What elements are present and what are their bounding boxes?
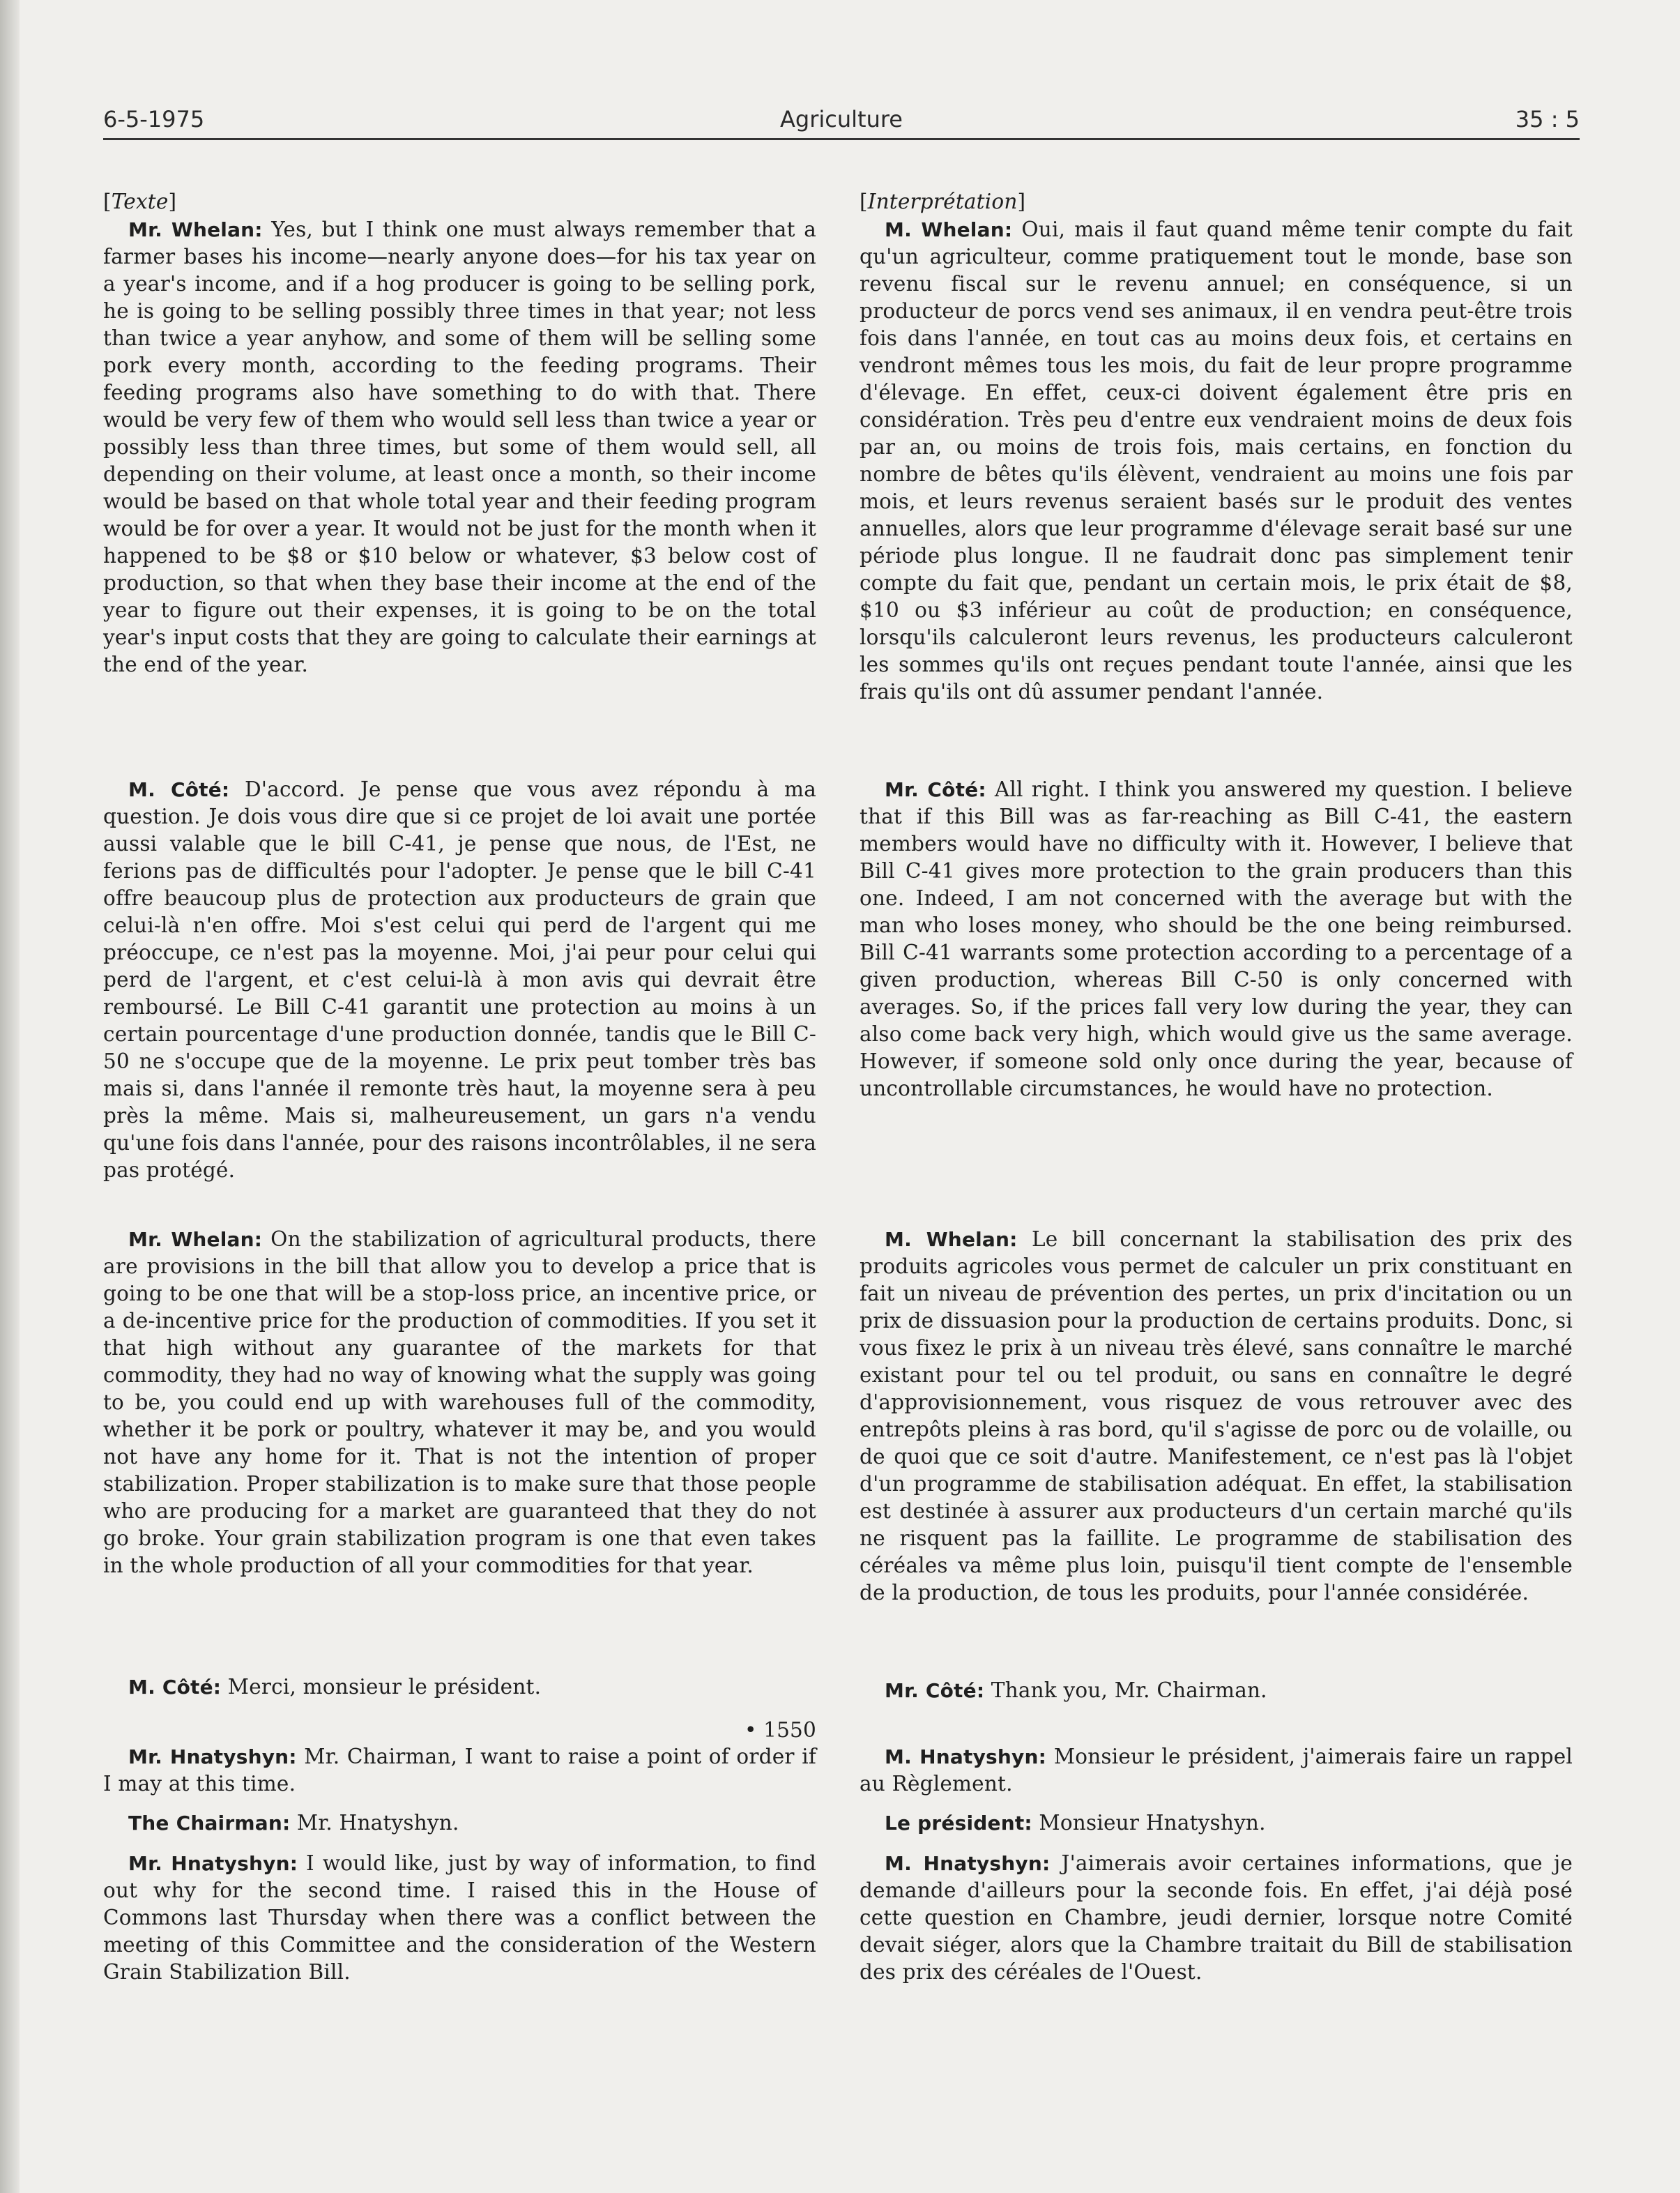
section-label-texte: [Texte] (103, 190, 177, 213)
speaker-name: Mr. Whelan: (128, 218, 263, 241)
speaker-name: Mr. Hnatyshyn: (128, 1852, 298, 1875)
speaker-name: M. Whelan: (885, 1228, 1018, 1251)
left-paragraph-1: Mr. Whelan: Yes, but I think one must always remember that a farmer bases his income—nearly anyone does—for his tax year on a year's income, and if a hog producer is going to be selling pork, he is going to be selling possibly three times in that year; not less than twice a year anyhow, and some of them will be selling some pork every month, according to the feeding programs. Their feeding programs also have something to do with that. There would be very few of them who would sell less than twice a year or possibly less than three times, but some of them would sell, all depending on their volume, at least once a month, so their income would be based on that whole total year and their feeding program would be for over a year. It would not be just for the month when it happened to be $8 or $10 below or whatever, $3 below cost of production, so that when they base their income at the end of the year to figure out their expenses, it is going to be on the total year's input costs that they are going to calculate their earnings at the end of the year. (103, 218, 816, 676)
left-paragraph-3: Mr. Whelan: On the stabilization of agricultural products, there are provisions in the bill that allow you to develop a price that is going to be one that will be a stop-loss price, an incentive price, or a de-incentive price for the production of commodities. If you set it that high without any guarantee of the markets for that commodity, they had no way of knowing what the supply was going to be, you could end up with warehouses full of the commodity, whether it be pork or poultry, whatever it may be, and you would not have any home for it. That is not the intention of proper stabilization. Proper stabilization is to make sure that those people who are producing for a market are guaranteed that they do not go broke. Your grain stabilization program is one that even takes in the whole production of all your commodities for that year. (103, 1227, 817, 1577)
speaker-name: Mr. Côté: (885, 778, 986, 801)
right-paragraph-7: M. Hnatyshyn: J'aimerais avoir certaines informations, que je demande d'ailleurs pour la seconde fois. En effet, j'ai déjà posé cette question en Chambre, jeudi dernier, lorsque notre Comité devait siéger, alors que la Chambre traitait du Bill de stabilisation des prix des céréales de l'Ouest. (860, 1851, 1573, 1984)
section-label-interpretation: [Interprétation] (860, 190, 1026, 213)
speaker-name: M. Whelan: (885, 218, 1013, 241)
binding-edge (0, 0, 20, 2193)
header-title: Agriculture (780, 106, 903, 132)
left-paragraph-4: M. Côté: Merci, monsieur le président. (128, 1675, 542, 1699)
right-paragraph-6: Le président: Monsieur Hnatyshyn. (885, 1811, 1266, 1835)
right-paragraph-1: M. Whelan: Oui, mais il faut quand même tenir compte du fait qu'un agriculteur, comme pratiquement tout le monde, base son revenu fiscal sur le revenu annuel; en conséquence, si un producteur de porcs vend ses animaux, il en vendra peut-être trois fois dans l'année, en tout cas au moins deux fois, et certains en vendront mêmes tous les mois, du fait de leur propre programme d'élevage. En effet, ceux-ci doivent également être pris en considération. Très peu d'entre eux vendraient moins de deux fois par an, ou moins de trois fois, mais certains, en fonction du nombre de bêtes qu'ils élèvent, vendraient au moins une fois par mois, et leurs revenus seraient basés sur le produit des ventes annuelles, alors que leur programme d'élevage serait basé sur une période plus longue. Il ne faudrait donc pas simplement tenir compte du fait que, pendant un certain mois, le prix était de $8, $10 ou $3 inférieur au coût de production; en conséquence, lorsqu'ils calculeront leurs revenus, les producteurs calculeront les sommes qu'ils ont reçues pendant toute l'année, ainsi que les frais qu'ils ont dû assumer pendant l'année. (860, 218, 1573, 704)
speaker-name: M. Côté: (128, 1676, 222, 1699)
speaker-name: Le président: (885, 1812, 1032, 1835)
time-marker: • 1550 (744, 1718, 816, 1742)
left-paragraph-2: M. Côté: D'accord. Je pense que vous avez répondu à ma question. Je dois vous dire que si ce projet de loi avait une portée aussi valable que le bill C-41, je pense que nous, de l'Est, ne ferions pas de difficultés pour l'adopter. Je pense que le bill C-41 offre beaucoup plus de protection aux producteurs de grain que celui-là n'en offre. Moi s'est celui qui perd de l'argent qui me préoccupe, ce n'est pas la moyenne. Moi, j'ai peur pour celui qui perd de l'argent, et c'est celui-là à mon avis qui devrait être remboursé. Le Bill C-41 garantit une protection au moins à un certain pourcentage d'une production donnée, tandis que le Bill C-50 ne s'occupe que de la moyenne. Le prix peut tomber très bas mais si, dans l'année il remonte très haut, la moyenne sera à peu près la même. Mais si, malheureusement, un gars n'a vendu qu'une fois dans l'année, pour des raisons incontrôlables, il ne sera pas protégé. (103, 777, 816, 1182)
speaker-name: M. Côté: (128, 778, 230, 801)
left-paragraph-7: Mr. Hnatyshyn: I would like, just by way of information, to find out why for the second time. I raised this in the House of Commons last Thursday when there was a conflict between the meeting of this Committee and the consideration of the Western Grain Stabilization Bill. (103, 1851, 816, 1984)
right-paragraph-2: Mr. Côté: All right. I think you answered my question. I believe that if this Bill was as far-reaching as Bill C-41, the eastern members would have no difficulty with it. However, I believe that Bill C-41 gives more protection to the grain producers than this one. Indeed, I am not concerned with the average but with the man who loses money, who should be the one being reimbursed. Bill C-41 warrants some protection according to a percentage of a given production, whereas Bill C-50 is only concerned with averages. So, if the prices fall very low during the year, they can also come back very high, which would give us the same average. However, if someone sold only once during the year, because of uncontrollable circumstances, he would have no protection. (860, 777, 1573, 1100)
page-header (103, 105, 1580, 140)
speaker-name: M. Hnatyshyn: (885, 1745, 1047, 1768)
left-paragraph-5: Mr. Hnatyshyn: Mr. Chairman, I want to raise a point of order if I may at this time. (103, 1745, 816, 1796)
right-paragraph-3: M. Whelan: Le bill concernant la stabilisation des prix des produits agricoles vous permet de calculer un prix constituant en fait un niveau de prévention des pertes, un prix d'incitation ou un prix de dissuasion pour la production de certains produits. Donc, si vous fixez le prix à un niveau très élevé, sans connaître le marché existant pour tel ou tel produit, ou sans en connaître le degré d'approvisionnement, vous risquez de vous retrouver avec des entrepôts pleins à ras bord, qu'il s'agisse de porc ou de volaille, ou de quoi que ce soit d'autre. Manifestement, ce n'est pas là l'objet d'un programme de stabilisation adéquat. En effet, la stabilisation est destinée à assurer aux producteurs d'un certain marché qu'ils ne risquent pas la faillite. Le programme de stabilisation des céréales va même plus loin, puisqu'il tient compte de l'ensemble de la production, de tous les produits, pour l'année considérée. (860, 1227, 1573, 1604)
left-paragraph-6: The Chairman: Mr. Hnatyshyn. (128, 1811, 459, 1835)
header-page-number: 35 : 5 (1515, 106, 1580, 132)
speaker-name: Mr. Hnatyshyn: (128, 1745, 297, 1768)
right-paragraph-4: Mr. Côté: Thank you, Mr. Chairman. (885, 1678, 1267, 1702)
speaker-name: M. Hnatyshyn: (885, 1852, 1051, 1875)
right-paragraph-5: M. Hnatyshyn: Monsieur le président, j'aimerais faire un rappel au Règlement. (860, 1745, 1573, 1796)
speaker-name: The Chairman: (128, 1812, 291, 1835)
speaker-name: Mr. Whelan: (128, 1228, 263, 1251)
header-date: 6-5-1975 (103, 106, 205, 132)
speaker-name: Mr. Côté: (885, 1679, 985, 1702)
